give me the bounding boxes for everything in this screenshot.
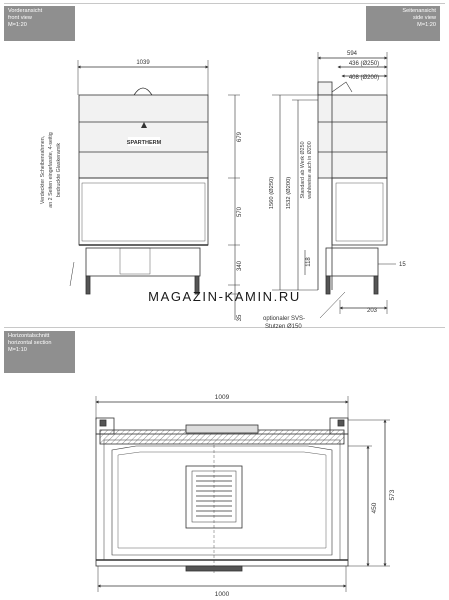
front-note-line-1: Verdeckter Scheibenrahmen, — [40, 135, 46, 205]
horizontal-section-title-en: horizontal section — [8, 340, 52, 347]
flue-collar — [134, 88, 152, 95]
front-note-line-2: an 2 Seiten eingefasste, 4-seitig — [48, 132, 54, 208]
front-width-label: 1039 — [136, 60, 150, 66]
side-vertical-label-2: 1532 (Ø200) — [286, 176, 292, 210]
front-view-title-en: front view — [8, 15, 32, 22]
front-height-label-4: 35 — [237, 314, 243, 322]
horiz-flue-outlet — [186, 425, 258, 433]
side-depth-label-3: 408 (Ø200) — [348, 75, 380, 81]
front-logo-text: SPARTHERM — [126, 140, 162, 146]
front-note-line-3: bedruckte Glaskeramik — [56, 142, 62, 198]
front-height-label-1: 679 — [237, 131, 243, 143]
side-depth-label-1: 594 — [346, 51, 358, 57]
side-vertical-label-1: 1560 (Ø250) — [269, 176, 275, 210]
side-option-note-1: optionaler SVS- — [263, 316, 306, 322]
front-glass — [82, 183, 205, 241]
front-hood — [79, 95, 208, 178]
front-view-title-de: Vorderansicht — [8, 8, 43, 14]
horiz-door-handle — [186, 566, 242, 571]
front-glass-frame — [79, 178, 208, 245]
side-small-dim-118: 118 — [306, 257, 312, 267]
side-flue — [318, 82, 332, 95]
watermark: MAGAZIN-KAMIN.RU — [148, 289, 301, 304]
side-glass — [332, 178, 387, 245]
side-depth-label-2: 436 (Ø250) — [348, 61, 380, 67]
side-standard-note-1: Standard ab Werk Ø250 — [300, 141, 306, 199]
side-view-title-de: Seitenansicht — [402, 8, 436, 14]
side-base — [326, 248, 378, 276]
side-small-dim-15: 15 — [399, 262, 406, 268]
horizontal-section-drawing — [96, 396, 390, 592]
horizontal-section-title-de: Horizontalschnitt — [8, 333, 50, 339]
front-view-drawing — [70, 60, 240, 320]
side-hood — [318, 95, 387, 178]
side-standard-note-2: wahlweise auch in Ø200 — [307, 141, 313, 199]
horiz-outer-body — [96, 434, 348, 566]
horiz-bottom-width-label: 1000 — [214, 591, 230, 598]
horiz-top-width-label: 1009 — [214, 394, 230, 401]
horiz-firebox — [112, 446, 332, 555]
front-height-label-2: 570 — [237, 206, 243, 218]
front-view-scale: M=1:20 — [8, 22, 27, 29]
front-height-label-3: 340 — [237, 260, 243, 272]
side-view-scale: M=1:20 — [417, 22, 436, 29]
horiz-depth-label-450: 450 — [371, 502, 378, 514]
front-base — [86, 248, 200, 276]
side-view-title-en: side view — [412, 15, 436, 22]
horizontal-section-scale: M=1:10 — [8, 347, 27, 354]
horiz-depth-label-573: 573 — [389, 489, 396, 501]
side-option-note-2: Stutzen Ø150 — [265, 324, 302, 330]
side-small-dim-203: 203 — [366, 308, 378, 314]
